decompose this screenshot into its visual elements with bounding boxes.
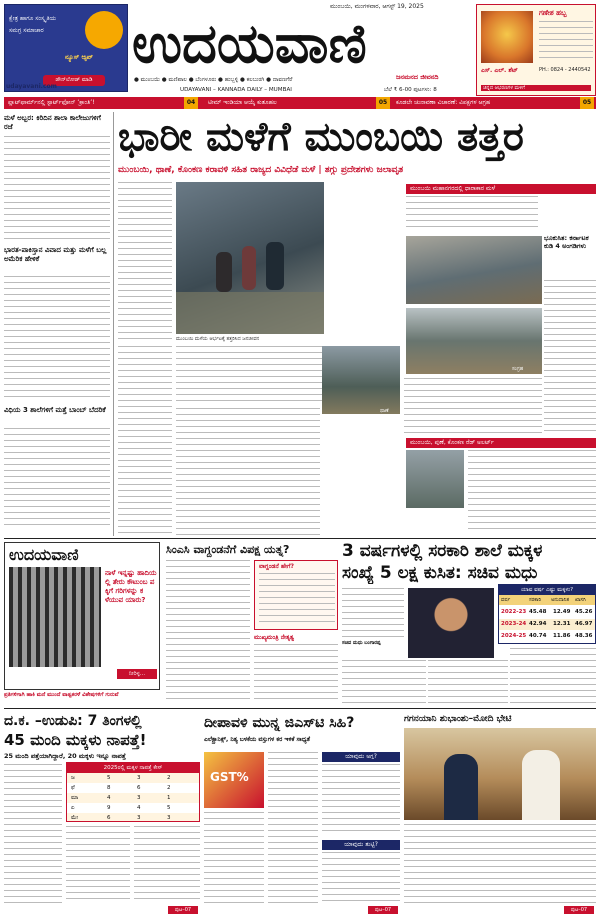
- masthead-price: ಬೆಲೆ ₹ 6-00 ಪುಟಗಳು: 8: [384, 87, 437, 93]
- story3-headline-1[interactable]: 3 ವರ್ಷಗಳಲ್ಲಿ ಸರಕಾರಿ ಶಾಲೆ ಮಕ್ಕಳ: [342, 541, 543, 561]
- lead-box1-body: [406, 196, 538, 232]
- missing-kids-body-1: [4, 764, 62, 904]
- table-row: 2023-24 42.94 12.31 46.97: [499, 619, 595, 630]
- ticker-bar: [4, 97, 596, 109]
- ganesha-image: [481, 11, 533, 63]
- right-ad-phone: PH.: 0824 - 2440542: [539, 67, 591, 73]
- masthead-tagline: ಜನಮನದ ಜೀವನದಿ: [396, 73, 439, 81]
- cartoon-image: [9, 567, 101, 667]
- left-ad-line1: ಕ್ಷೇತ್ರ ಹಾಗೂ ಸಂಸ್ಕೃತಿಯ: [9, 15, 57, 22]
- story2-headline[interactable]: ಸಿಂಎಸಿ ವಾಗ್ದಂಡನೆಗೆ ವಿಪಕ್ಷ ಯತ್ನ?: [166, 543, 290, 556]
- lead-photo-4: [406, 308, 542, 374]
- right-ad-body: [539, 21, 593, 61]
- photo-figure-1: [216, 252, 232, 292]
- gst-body-1: [204, 812, 264, 904]
- left-column-rule: [113, 112, 114, 536]
- page-ref-1[interactable]: ಪುಟ–07: [168, 906, 198, 914]
- lead-headline[interactable]: ಭಾರೀ ಮಳೆಗೆ ಮುಂಬಯಿ ತತ್ತರ: [118, 114, 524, 160]
- story3-body-col2: [428, 660, 508, 704]
- lead-photo: [176, 182, 324, 334]
- lead-photo-3: [406, 236, 542, 304]
- gst-cheaper-list: [322, 764, 400, 836]
- lead-photo-2: [322, 346, 400, 414]
- gst-cheaper-label: ಯಾವುದು ಅಗ್ಗ?: [322, 752, 400, 762]
- gst-subhead: ಎಲೆಕ್ಟ್ರಾನಿಕ್ಸ್, ನಿತ್ಯ ಬಳಕೆಯ ವಸ್ತುಗಳ ಕರ ಇಳಿಕೆ ಸಾಧ್ಯತೆ: [204, 736, 310, 743]
- cartoon-caption: ಪ್ರತಿಗಳಿಗಾಗಿ ಹಾಕಿ ಮನೆ ಮುಂದೆ ವಾತ್ವಕರಳೆ ವಿಶೇಷಗಳಿಗೆ ಗುರುವೆ: [4, 692, 119, 698]
- story3-intro: [342, 588, 404, 638]
- modi-headline[interactable]: ಗಗನಯಾನಿ ಶುಭಾಂಶು–ಮೋದಿ ಭೇಟಿ: [404, 714, 512, 724]
- missing-kids-subhead: 25 ಮಂದಿ ಪತ್ತೆಯಾಗಿದ್ದಾರೆ, 20 ಮಕ್ಕಳು ಇನ್ನೂ ನಾಪತ್ತೆ: [4, 752, 126, 760]
- table-row: 2022-23 45.48 12.49 45.26: [501, 609, 593, 615]
- page-ref-3[interactable]: ಪುಟ–07: [564, 906, 594, 914]
- masthead-date: ಮುಂಬಯಿ, ಮಂಗಳವಾರ, ಆಗಸ್ಟ್ 19, 2025: [330, 3, 424, 10]
- gst-costlier-label: ಯಾವುದು ತುಟ್ಟಿ?: [322, 840, 400, 850]
- table-row: 2024-25 40.74 11.86 48.36: [501, 633, 593, 639]
- section-divider-1: [4, 538, 596, 539]
- lead-subhead: ಮುಂಬಯಿ, ಥಾಣೆ, ಕೊಂಕಣ ಕರಾವಳಿ ಸಹಿತ ರಾಜ್ಯದ ವಿವಿಧೆಡೆ ಮಳೆ | ತಗ್ಗು ಪ್ರದೇಶಗಳು ಜಲಾವೃತ: [118, 165, 404, 175]
- lead-photo-5: [406, 450, 464, 508]
- gst-graphic: [204, 752, 264, 808]
- lead-box2-body: [468, 450, 596, 532]
- ticker-item-2[interactable]: ಟೀಮ್ ಇಂಡಿಯಾ ಆಯ್ಕೆ ಕುತೂಹಲ: [208, 99, 277, 106]
- minister-photo: [408, 588, 494, 658]
- site-url[interactable]: udayavani.com: [6, 83, 57, 90]
- left-story1-body: [4, 136, 110, 242]
- story3-body-col1: [342, 660, 426, 704]
- missing-kids-headline-1[interactable]: ದ.ಕ. –ಉಡುಪಿ: 7 ತಿಂಗಳಲ್ಲಿ: [4, 713, 142, 729]
- masthead-editions: ● ಮುಂಬಯಿ ● ಮಣಿಪಾಲ ● ಬೆಂಗಳೂರು ● ಹುಬ್ಬಳ್ಳಿ ● ಕಲಬುರಗಿ ● ದಾವಣಗೆರೆ: [134, 77, 293, 83]
- ticker-item-3[interactable]: ಕೂಡಲೇ ಚುನಾವಣಾ ವಿಚಾರಣೆ: ವಿಪಕ್ಷಗಳ ಆಗ್ರಹ: [396, 99, 491, 106]
- photo-water: [176, 292, 324, 334]
- left-story2-body: [4, 276, 110, 402]
- photo-person-1: [444, 754, 478, 820]
- left-story2-headline[interactable]: ಭಾರತ-ಪಾಕಿಸ್ತಾನ ವಿವಾದ ಮತ್ತು ಮಳೆಗೆ ಬಲ್ಲ ಅಮೆರಿಕ ಹೇಳಿಕೆ: [4, 246, 107, 263]
- story3-body-col3: [510, 648, 596, 704]
- cartoon-tag: ನೀರಿಳ್ಳ...: [117, 669, 157, 679]
- story2-body-col1: [166, 560, 250, 700]
- landslide-body: [544, 280, 596, 434]
- left-ad-brand: ನ್ಯೂಸ್ ಆ್ಯಪ್: [65, 53, 93, 61]
- missing-kids-body-2: [66, 826, 130, 904]
- gst-costlier-list: [322, 852, 400, 904]
- left-ad-line2: ಸಮಗ್ರ ಸಮಾಚಾರ: [9, 27, 44, 34]
- cartoon-box: [4, 542, 160, 690]
- gst-label: GST%: [210, 770, 249, 784]
- ticker-num-1: 04: [184, 97, 198, 109]
- missing-table-title: 2025ರಲ್ಲಿ ಮಕ್ಕಳ ನಾಪತ್ತೆ ಕೇಸ್: [67, 763, 199, 773]
- photo-figure-3: [266, 242, 284, 290]
- right-ad-footer: ಚಿನ್ನದ ಆಭರಣಗಳ ಮಳಿಗೆ: [481, 85, 591, 91]
- minister-name: ಸಚಿವ ಮಧು ಬಂಗಾರಪ್ಪ: [342, 640, 381, 646]
- lead-photo-caption: ಮುಂಬಯಿ ಮಳೆಯ ಆರ್ಭಟಕ್ಕೆ ತತ್ತರಿಸಿದ ಜನಜೀವನ: [176, 336, 260, 342]
- table-row: ಮೇ 6 3 3: [67, 813, 199, 821]
- lead-intro-col2: [118, 346, 172, 536]
- table-row: ಫೆ 8 6 2: [71, 785, 171, 791]
- th-govt: ಸರಕಾರಿ: [529, 597, 541, 603]
- lead-photo-2-credit: ಥಾಣೆ: [380, 408, 389, 414]
- left-story1-headline[interactable]: ಮಳೆ ಅಬ್ಬರ: ಕಿರಿದಿನ ಶಾಲಾ ಕಾಲೇಜುಗಳಿಗೆ ರಜೆ: [4, 114, 101, 131]
- left-ad[interactable]: [4, 4, 128, 92]
- story3-headline-2[interactable]: ಸಂಖ್ಯೆ 5 ಲಕ್ಷ ಕುಸಿತ: ಸಚಿವ ಮಧು: [342, 563, 538, 583]
- section-divider-2: [4, 708, 596, 709]
- missing-kids-headline-2[interactable]: 45 ಮಂದಿ ಮಕ್ಕಳು ನಾಪತ್ತೆ!: [4, 731, 147, 749]
- left-ad-cta-button[interactable]: ಡೌನ್‌ಲೋಡ್ ಮಾಡಿ: [43, 75, 105, 86]
- table-row: ಮಾ 4 3 1: [67, 793, 199, 803]
- ticker-num-3: 05: [580, 97, 594, 109]
- story2-box-body: [259, 573, 335, 627]
- school-table-header: [499, 595, 595, 605]
- th-aided: ಅನುದಾನಿತ: [551, 597, 570, 603]
- lead-body-col5: [404, 378, 542, 434]
- right-ad[interactable]: [476, 4, 596, 96]
- photo-person-2: [522, 750, 560, 820]
- lead-box2-title: ಮುಂಬಯಿ, ಪುಣೆ, ಕೊಂಕಣ ರೆಡ್ ಅಲರ್ಟ್: [406, 438, 596, 448]
- school-table-title: ಯಾವ ವರ್ಷ ಎಷ್ಟು ಮಕ್ಕಳು?: [499, 585, 595, 595]
- left-story3-body: [4, 428, 110, 530]
- lead-body-col4: [176, 408, 320, 536]
- right-ad-title: ಗಣೇಶ ಹಬ್ಬ: [539, 9, 567, 17]
- right-ad-shop: ಎಸ್. ಎಲ್. ಶೆಟ್: [481, 67, 518, 74]
- left-story3-headline[interactable]: ವಿಧಿಯ 3 ಶಾಲೆಗಳಿಗೆ ಮತ್ತೆ ಬಾಂಬ್ ಬೆದರಿಕೆ: [4, 406, 106, 414]
- lead-box1-title: ಮುಂಬಯಿ ಮಹಾನಗರದಲ್ಲಿ ಧಾರಾಕಾರ ಮಳೆ: [406, 184, 596, 194]
- lead-photo-credit: ಸಂಗ್ರಹ: [512, 366, 524, 372]
- cartoon-text: ನಾಳೆ ಇನ್ನಷ್ಟು ಹಾದಿಯಲ್ಲಿ ತೇರು ಕೌಟುಂಬ ಪಕ್ಕಿಗೆ ಗರಿಗಳನ್ನು ಕಳೆಯುವ ಯಾರು?: [105, 569, 157, 604]
- masthead-title: ಉದಯವಾಣಿ: [132, 14, 367, 74]
- th-year: ವರ್ಷ: [501, 597, 511, 603]
- ticker-num-2: 05: [376, 97, 390, 109]
- modi-body: [404, 824, 596, 904]
- story2-box-title2: ಮುಖ್ಯಮಂತ್ರಿ ನೇತೃತ್ವ: [254, 634, 295, 641]
- photo-figure-2: [242, 246, 256, 290]
- cartoon-logo: ಉದಯವಾಣಿ: [9, 545, 79, 564]
- app-logo-icon: [85, 11, 123, 49]
- th-private: ಖಾಸಗಿ: [575, 597, 586, 603]
- table-row: ಏ 9 4 5: [71, 805, 171, 811]
- gst-body-2: [268, 752, 318, 904]
- ticker-item-1[interactable]: ಪ್ಲಾಟ್‌ಫಾರ್ಮ್‌ನಲ್ಲಿ ಸ್ಟಾರ್ಟ್‌ಫೋನ್ ‘ಕ್ರಾಂತಿ’!: [8, 99, 95, 106]
- school-table: [498, 584, 596, 644]
- page-ref-2[interactable]: ಪುಟ–07: [368, 906, 398, 914]
- modi-photo: [404, 728, 596, 820]
- story2-box: [254, 560, 338, 630]
- table-row: ಜ 5 3 2: [67, 773, 199, 783]
- missing-kids-body-3: [134, 826, 200, 904]
- masthead-edition-line: UDAYAVANI – KANNADA DAILY – MUMBAI: [180, 87, 292, 93]
- lead-intro-col1: [118, 182, 172, 342]
- gst-headline[interactable]: ದೀಪಾವಳಿ ಮುನ್ನ ಜಿಎಸ್‌ಟಿ ಸಿಹಿ?: [204, 715, 355, 731]
- story2-body-col2: [254, 644, 338, 700]
- landslide-headline[interactable]: ಭೂಕುಸಿತ: ಕರ್ನಾಟಕ ಕುಡಿ 4 ಅಂಗಡಿಗಳು: [544, 234, 589, 250]
- missing-kids-table: [66, 762, 200, 822]
- story2-box-title: ವಾಗ್ದಂಡನೆ ಹೇಗೆ?: [259, 563, 294, 570]
- lead-body-col3: [176, 346, 324, 404]
